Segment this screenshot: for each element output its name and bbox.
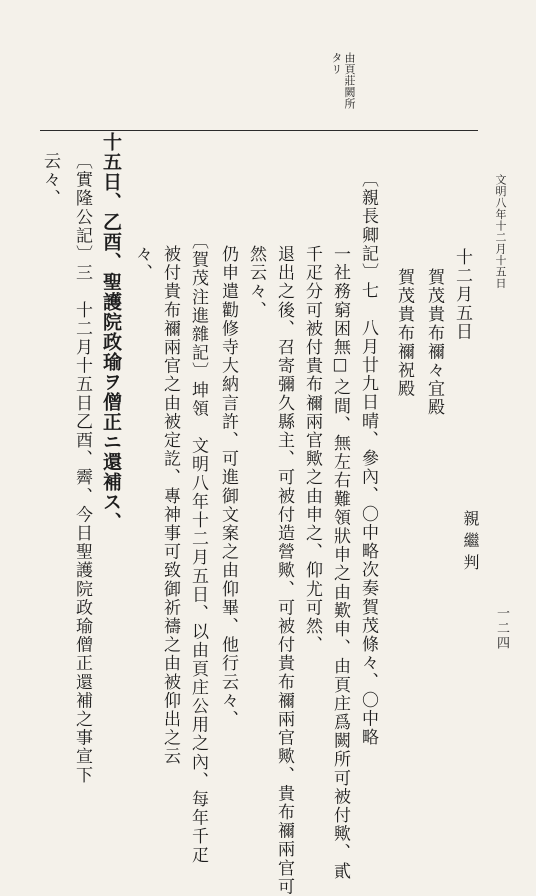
text-column-date: 十二月五日 (452, 248, 472, 341)
text-column-addressee-1: 賀茂貴布禰々宜殿 (424, 268, 444, 417)
text-column-body-5: 仍申遣勸修寺大納言許、可進御文案之由仰畢、他行云々、 (218, 245, 238, 729)
text-column-source-kamo: 〔賀茂注進雜記〕坤領 文明八年十二月五日、以由頁庄公用之內、每年千疋 (188, 232, 208, 865)
text-column-body-8: 云々、 (40, 152, 60, 208)
text-column-body-2: 千疋分可被付貴布禰兩官歟之由申之、仰尤可然、 (302, 245, 322, 655)
text-column-source-sanetaka: 〔實隆公記〕三 十二月十五日乙酉、霽、今日聖護院政瑜僧正還補之事宣下 (72, 152, 92, 785)
header-rule (40, 130, 478, 131)
text-column-body-7: 々、 (132, 245, 152, 283)
text-column-body-3: 退出之後、召寄彌久縣主、可被付造營歟、可被付貴布禰兩官歟、貴布禰兩官可 (274, 245, 294, 896)
text-column-addressee-2: 賀茂貴布禰祝殿 (394, 268, 414, 399)
margin-note: 由頁莊闕所タリ (329, 52, 356, 110)
text-column-body-4: 然云々、 (246, 245, 266, 320)
entry-heading-fifteenth: 十五日、乙酉、聖護院政瑜ヲ僧正ニ還補ス、 (100, 132, 122, 532)
book-title: 親繼判 (461, 510, 480, 576)
running-title: 文明八年十二月十五日 (494, 174, 507, 289)
text-column-body-6: 被付貴布禰兩官之由被定訖、專神事可致御祈禱之由被仰出之云 (160, 245, 180, 766)
page-number: 一二四 (494, 606, 509, 651)
text-column-source-oyanaga: 〔親長卿記〕七 八月廿九日晴、參內、〇中略次奏賀茂條々、〇中略 (358, 170, 378, 747)
text-column-body-1: 一社務窮困無☐之間、無左右難領狀申之由歎申、由頁庄爲闕所可被付歟、貳 (330, 245, 350, 881)
